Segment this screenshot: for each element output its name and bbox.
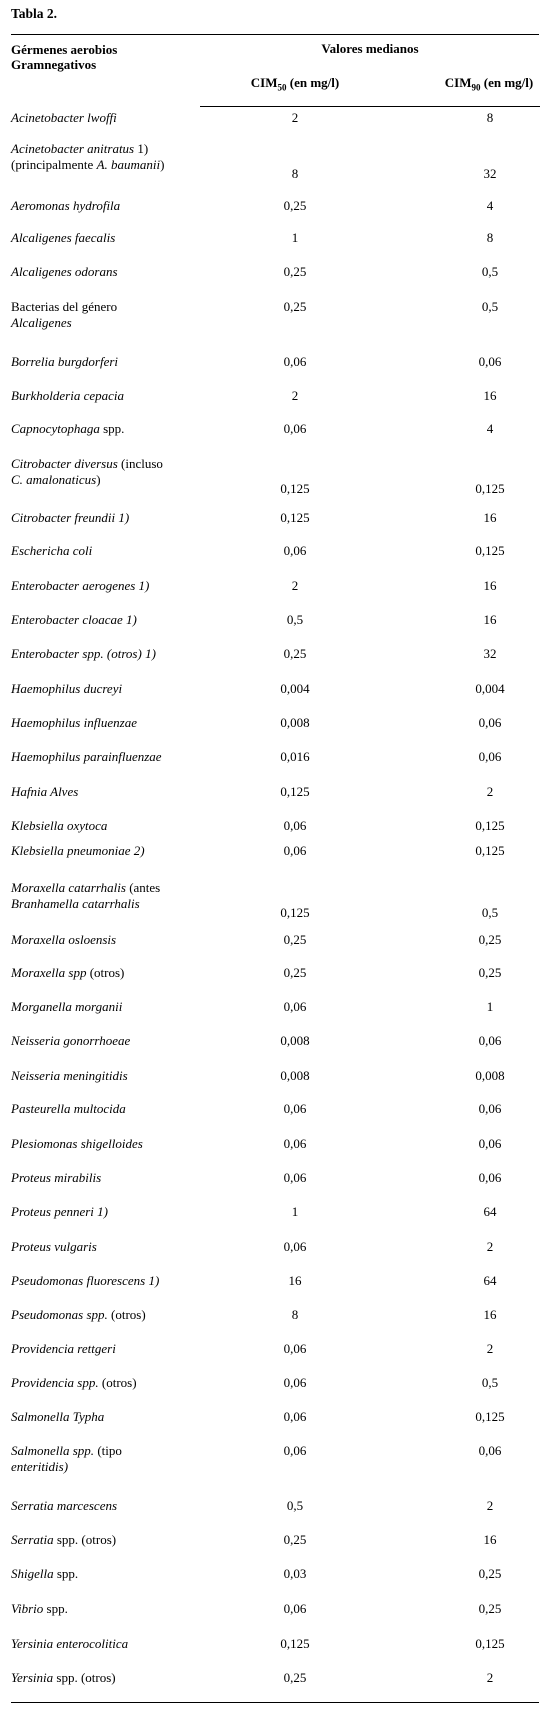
row-cim90-value: 4 [486,421,494,436]
organism-name-segment: Bacterias del género [11,299,118,314]
organism-name-segment: spp. [43,1601,68,1616]
row-cim90-value: 16 [483,1307,497,1322]
row-cim90-value: 2 [486,1239,494,1254]
row-cim50-value: 0,25 [283,1670,307,1685]
header-cim50-prefix: CIM [250,75,278,90]
row-cim90-value: 0,25 [478,1566,502,1581]
row-organism-name [11,1239,211,1255]
organism-name-segment: spp. (otros) [53,1532,117,1547]
row-cim50-value: 0,125 [280,1636,310,1651]
row-organism-name [11,1068,211,1084]
organism-name-segment: Branhamella catarrhalis [11,896,140,911]
row-cim90-value: 0,5 [481,299,499,314]
organism-name-segment: Enterobacter cloacae 1) [11,612,137,627]
organism-name-segment: Acinetobacter lwoffi [11,110,117,125]
row-organism-name [11,1636,211,1652]
row-organism-name [11,1204,211,1220]
row-cim90-value: 2 [486,784,494,799]
row-cim50-value: 0,125 [280,905,310,920]
row-cim90-value: 0,06 [478,1443,502,1458]
organism-name-segment: Neisseria meningitidis [11,1068,128,1083]
row-cim90-value: 2 [486,1498,494,1513]
row-cim50-value: 0,25 [283,264,307,279]
row-cim50-value: 0,06 [283,354,307,369]
row-cim90-value: 0,06 [478,1170,502,1185]
organism-name-segment: spp. (otros) [53,1670,116,1685]
header-cim90-prefix: CIM [444,75,472,90]
row-cim50-value: 0,25 [283,965,307,980]
organism-name-segment: (antes [125,880,161,895]
organism-name-segment: A. baumanii [96,157,161,172]
row-cim90-value: 2 [486,1670,494,1685]
header-cim50-suffix: (en mg/l) [286,75,340,90]
row-cim50-value: 0,06 [283,999,307,1014]
row-organism-name [11,198,211,214]
row-cim90-value: 0,125 [475,1409,505,1424]
organism-name-segment: Citrobacter diversus [11,456,118,471]
row-organism-name [11,1532,211,1548]
row-organism-name [11,784,211,800]
row-cim90-value: 0,06 [478,1101,502,1116]
row-cim50-value: 0,125 [280,784,310,799]
row-cim50-value: 0,008 [280,1068,310,1083]
row-cim50-value: 0,03 [283,1566,307,1581]
organism-name-segment: Serratia [11,1532,54,1547]
row-organism-name [11,1101,211,1117]
row-cim90-value: 0,25 [478,932,502,947]
row-organism-name [11,1273,211,1289]
row-organism-name [11,578,211,594]
row-organism-name [11,456,211,488]
organism-name-segment: Haemophilus ducreyi [11,681,123,696]
organism-name-segment: Vibrio [11,1601,44,1616]
row-organism-name [11,715,211,731]
organism-name-segment: Aeromonas hydrofila [11,198,121,213]
header-group-label: Valores medianos [321,41,419,56]
row-organism-name [11,818,211,834]
row-cim50-value: 0,06 [283,843,307,858]
row-organism-name [11,230,211,246]
organism-name-segment: Hafnia Alves [11,784,79,799]
organism-name-segment: Pasteurella multocida [11,1101,126,1116]
row-cim50-value: 8 [291,1307,299,1322]
organism-name-segment: Eschericha coli [11,543,93,558]
row-cim50-value: 0,008 [280,1033,310,1048]
row-organism-name [11,965,211,981]
row-cim90-value: 64 [483,1204,497,1219]
organism-name-segment: Proteus penneri 1) [11,1204,108,1219]
row-organism-name [11,646,211,662]
row-cim90-value: 32 [483,166,497,181]
row-cim50-value: 0,06 [283,1170,307,1185]
row-cim50-value: 1 [291,1204,299,1219]
table-title: Tabla 2. [11,6,58,21]
row-cim90-value: 0,06 [478,749,502,764]
organism-name-segment: Proteus vulgaris [11,1239,97,1254]
organism-name-segment: Yersinia [11,1670,54,1685]
organism-name-segment: spp. [99,421,125,436]
row-organism-name [11,110,211,126]
row-cim90-value: 0,5 [481,905,499,920]
organism-name-segment: Providencia rettgeri [11,1341,116,1356]
row-cim50-value: 0,25 [283,932,307,947]
row-cim50-value: 0,06 [283,1443,307,1458]
row-cim90-value: 0,06 [478,1033,502,1048]
organism-name-segment: Moraxella osloensis [11,932,117,947]
row-organism-name [11,1670,211,1686]
row-cim90-value: 0,06 [478,1136,502,1151]
organism-name-segment: Yersinia enterocolitica [11,1636,129,1651]
row-cim90-value: 0,5 [481,1375,499,1390]
organism-name-segment: ) [160,157,165,172]
organism-name-segment: ) [96,472,101,487]
row-cim90-value: 16 [483,388,497,403]
row-cim90-value: 0,125 [475,481,505,496]
row-organism-name [11,1409,211,1425]
row-organism-name [11,543,211,559]
row-cim50-value: 0,25 [283,299,307,314]
organism-name-segment: 1) [134,141,149,156]
organism-name-segment: Haemophilus parainfluenzae [11,749,162,764]
row-cim50-value: 16 [288,1273,302,1288]
row-cim50-value: 0,06 [283,543,307,558]
row-cim90-value: 0,5 [481,264,499,279]
organism-name-segment: (otros) [98,1375,137,1390]
row-cim50-value: 0,004 [280,681,310,696]
organism-name-segment: (tipo [94,1443,122,1458]
row-organism-name [11,1443,211,1475]
organism-name-segment: Citrobacter freundii 1) [11,510,130,525]
organism-name-segment: Morganella morganii [11,999,123,1014]
row-organism-name [11,1307,211,1323]
organism-name-segment: (otros) [107,1307,146,1322]
row-cim90-value: 8 [486,230,494,245]
row-cim50-value: 2 [291,578,299,593]
row-cim50-value: 0,06 [283,1239,307,1254]
row-cim90-value: 8 [486,110,494,125]
row-organism-name [11,141,211,173]
row-organism-name [11,681,211,697]
organism-name-segment: (otros) [86,965,125,980]
row-cim50-value: 0,25 [283,646,307,661]
row-cim50-value: 0,06 [283,1101,307,1116]
row-cim90-value: 0,25 [478,1601,502,1616]
organism-name-segment: C. amalonaticus [11,472,97,487]
row-organism-name [11,843,211,859]
row-organism-name [11,932,211,948]
row-cim50-value: 0,06 [283,818,307,833]
organism-name-segment: Enterobacter aerogenes 1) [11,578,150,593]
organism-name-segment: Acinetobacter anitratus [11,141,135,156]
header-cim90-suffix: (en mg/l) [480,75,534,90]
row-cim90-value: 0,125 [475,843,505,858]
row-cim90-value: 2 [486,1341,494,1356]
row-cim50-value: 1 [291,230,299,245]
row-cim90-value: 1 [486,999,494,1014]
organism-name-segment: Pseudomonas fluorescens 1) [11,1273,160,1288]
row-cim50-value: 0,25 [283,1532,307,1547]
row-organism-name [11,1341,211,1357]
row-organism-name [11,749,211,765]
row-cim90-value: 16 [483,510,497,525]
row-organism-name [11,264,211,280]
organism-name-segment: Serratia marcescens [11,1498,118,1513]
row-cim90-value: 0,125 [475,1636,505,1651]
row-organism-name [11,1136,211,1152]
row-cim50-value: 0,125 [280,481,310,496]
organism-name-segment: Alcaligenes odorans [11,264,118,279]
organism-name-segment: Plesiomonas shigelloides [11,1136,143,1151]
organism-name-segment: (principalmente [11,157,97,172]
organism-name-segment: enteritidis) [11,1459,69,1474]
row-cim90-value: 16 [483,1532,497,1547]
organism-name-segment: Klebsiella pneumoniae 2) [11,843,145,858]
organism-name-segment: Pseudomonas spp. [11,1307,108,1322]
organism-name-segment: Enterobacter spp. (otros) 1) [11,646,156,661]
organism-name-segment: Klebsiella oxytoca [11,818,108,833]
row-cim50-value: 0,06 [283,421,307,436]
row-cim50-value: 0,25 [283,198,307,213]
organism-name-segment: Moraxella catarrhalis [11,880,126,895]
organism-name-segment: Burkholderia cepacia [11,388,124,403]
row-cim50-value: 0,125 [280,510,310,525]
row-cim90-value: 0,125 [475,543,505,558]
organism-name-segment: Neisseria gonorrhoeae [11,1033,131,1048]
row-organism-name [11,510,211,526]
row-cim50-value: 0,06 [283,1601,307,1616]
organism-name-segment: Salmonella spp. [11,1443,95,1458]
row-organism-name [11,299,211,331]
row-organism-name [11,999,211,1015]
organism-name-segment: Borrelia burgdorferi [11,354,119,369]
row-cim90-value: 0,25 [478,965,502,980]
row-cim50-value: 0,5 [286,612,304,627]
row-cim90-value: 16 [483,612,497,627]
row-cim50-value: 0,016 [280,749,310,764]
row-cim50-value: 0,06 [283,1409,307,1424]
row-cim50-value: 0,5 [286,1498,304,1513]
row-organism-name [11,421,211,437]
header-cim50-sub: 50 [277,82,287,93]
row-cim50-value: 2 [291,110,299,125]
row-organism-name [11,388,211,404]
row-cim50-value: 2 [291,388,299,403]
row-organism-name [11,880,211,912]
row-cim90-value: 32 [483,646,497,661]
organism-name-segment: (incluso [117,456,163,471]
organism-name-segment: Moraxella spp [11,965,87,980]
row-organism-name [11,1033,211,1049]
row-cim50-value: 0,06 [283,1136,307,1151]
header-organism-line1: Gérmenes aerobios [11,42,118,57]
organism-name-segment: Providencia spp. [11,1375,99,1390]
header-cim90-sub: 90 [471,82,481,93]
organism-name-segment: Alcaligenes faecalis [11,230,116,245]
row-cim90-value: 16 [483,578,497,593]
organism-name-segment: Alcaligenes [11,315,72,330]
organism-name-segment: Shigella [11,1566,54,1581]
organism-name-segment: Haemophilus influenzae [11,715,138,730]
organism-name-segment: Salmonella Typha [11,1409,105,1424]
row-cim50-value: 0,06 [283,1341,307,1356]
row-cim90-value: 0,004 [475,681,505,696]
header-organism-line2: Gramnegativos [11,57,97,72]
row-cim50-value: 8 [291,166,299,181]
row-cim50-value: 0,06 [283,1375,307,1390]
row-cim90-value: 0,06 [478,715,502,730]
organism-name-segment: Proteus mirabilis [11,1170,102,1185]
row-organism-name [11,1601,211,1617]
row-organism-name [11,1375,211,1391]
row-cim90-value: 4 [486,198,494,213]
row-organism-name [11,1566,211,1582]
organism-name-segment: Capnocytophaga [11,421,100,436]
row-cim90-value: 0,06 [478,354,502,369]
row-cim50-value: 0,008 [280,715,310,730]
organism-name-segment: spp. [53,1566,79,1581]
row-organism-name [11,354,211,370]
row-organism-name [11,1170,211,1186]
bottom-rule [11,1702,539,1703]
row-cim90-value: 64 [483,1273,497,1288]
row-organism-name [11,1498,211,1514]
row-organism-name [11,612,211,628]
row-cim90-value: 0,008 [475,1068,505,1083]
row-cim90-value: 0,125 [475,818,505,833]
